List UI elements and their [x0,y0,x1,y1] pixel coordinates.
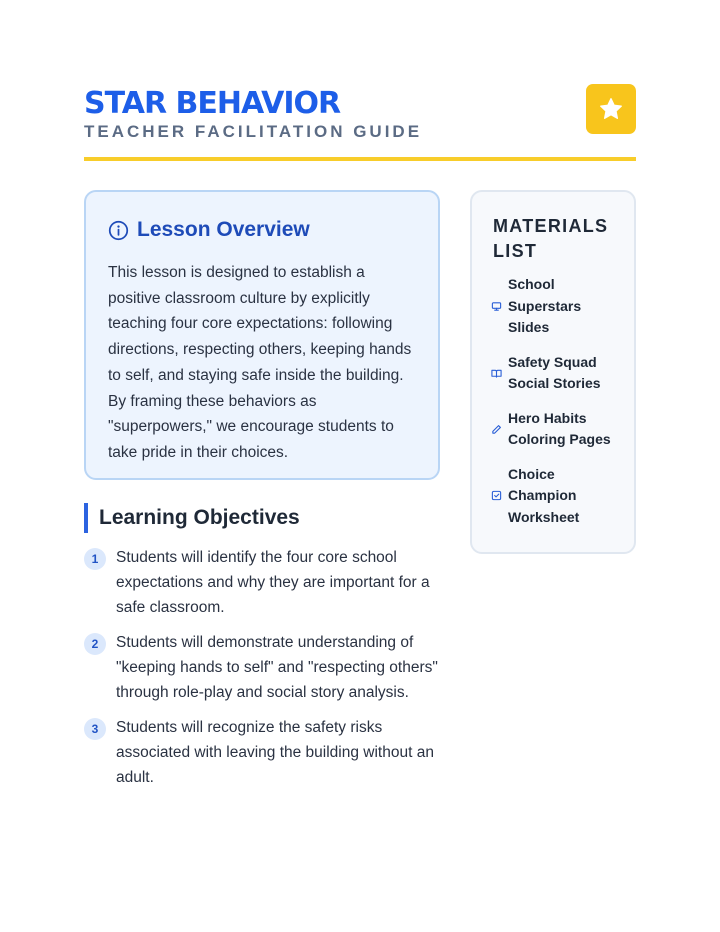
learning-objectives-title: Learning Objectives [84,503,300,533]
objective-number: 1 [84,548,106,570]
lesson-overview-text: This lesson is designed to establish a positive classroom culture by explicitly teaching four core expectations: following directions, respecting others, keeping hands to self, and staying safe inside the building. By framing these behaviors as "superpowers," we encourage students to take pride in their choices. [108,264,412,461]
star-badge [586,84,636,134]
material-label: School Superstars Slides [508,276,582,335]
material-label: Safety Squad Social Stories [508,353,601,391]
material-item [493,408,614,451]
objective-number: 3 [84,718,106,740]
lesson-overview-card [84,190,440,480]
objective-text: Students will identify the four core school expectations and why they are important for a safe classroom. [116,549,430,616]
book-icon [491,368,508,379]
objective-item [84,715,440,790]
objective-item [84,630,440,705]
objective-number: 2 [84,633,106,655]
lesson-overview-title: Lesson Overview [137,218,310,241]
learning-objectives-list [84,545,440,800]
material-item [493,274,614,339]
materials-list-title: MATERIALS LIST [493,216,609,261]
pencil-icon [491,424,508,435]
page-subtitle: TEACHER FACILITATION GUIDE [84,122,423,141]
objective-item [84,545,440,620]
material-item [493,464,614,529]
material-item [493,352,614,395]
monitor-icon [491,301,508,312]
page-title: STAR BEHAVIOR [84,86,341,121]
header-divider [84,157,636,161]
star-icon [598,96,624,122]
materials-list-card [470,190,636,554]
material-label: Choice Champion Worksheet [508,465,580,525]
material-label: Hero Habits Coloring Pages [508,409,611,447]
info-icon [108,220,129,241]
objective-text: Students will recognize the safety risks associated with leaving the building without an adult. [116,719,434,786]
checkbox-icon [491,490,508,501]
objective-text: Students will demonstrate understanding of "keeping hands to self" and "respecting others" through role-play and social story analysis. [116,634,438,701]
